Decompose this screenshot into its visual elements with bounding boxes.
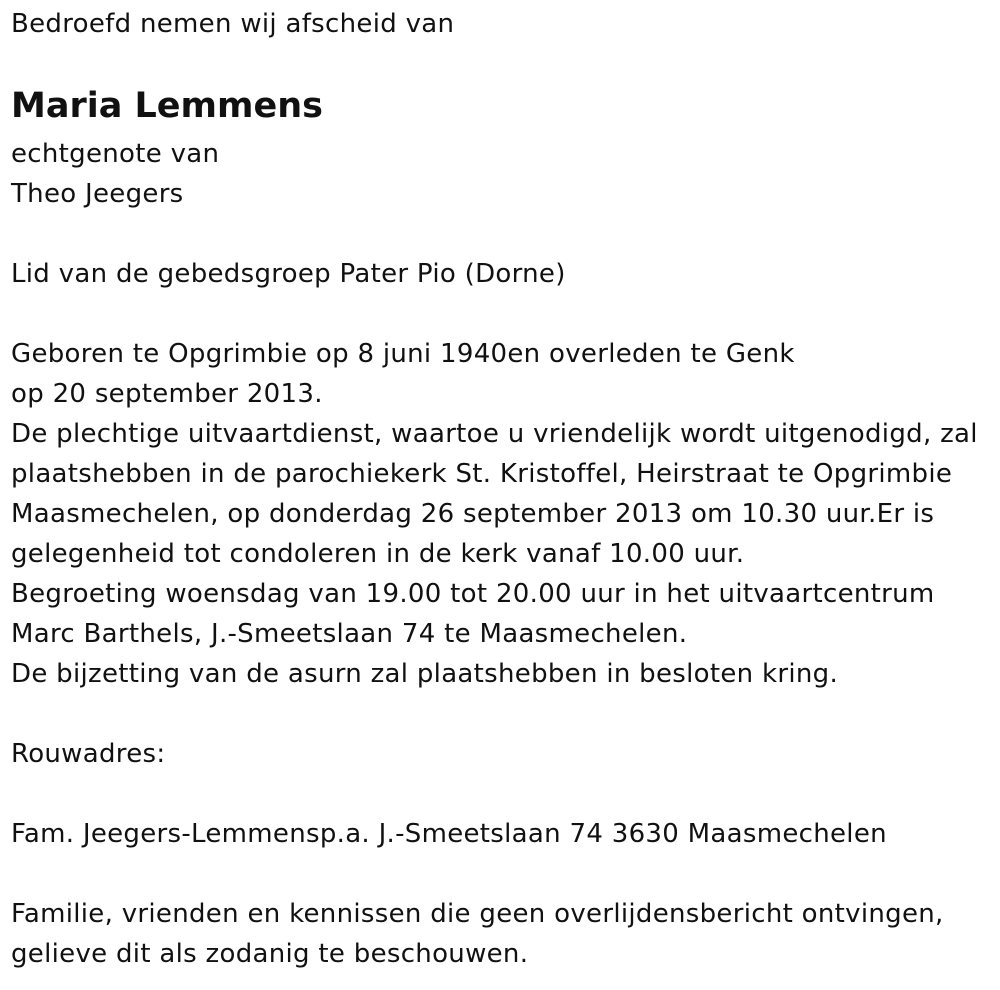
address-label: Rouwadres: <box>11 739 166 769</box>
closing-line: gelieve dit als zodanig te beschouwen. <box>11 939 529 969</box>
relation-text: echtgenote van <box>11 139 220 169</box>
spouse-name: Theo Jeegers <box>11 179 184 209</box>
body-line: Maasmechelen, op donderdag 26 september 2013 om 10.30 uur.Er is <box>11 499 935 529</box>
body-line: De plechtige uitvaartdienst, waartoe u vriendelijk wordt uitgenodigd, zal <box>11 419 978 449</box>
body-line: gelegenheid tot condoleren in de kerk vanaf 10.00 uur. <box>11 539 745 569</box>
body-line: op 20 september 2013. <box>11 379 323 409</box>
body-line: Geboren te Opgrimbie op 8 juni 1940en overleden te Genk <box>11 339 795 369</box>
deceased-name: Maria Lemmens <box>11 86 323 126</box>
body-line: De bijzetting van de asurn zal plaatshebben in besloten kring. <box>11 659 839 689</box>
intro-text: Bedroefd nemen wij afscheid van <box>11 9 455 39</box>
address-text: Fam. Jeegers-Lemmensp.a. J.-Smeetslaan 74 3630 Maasmechelen <box>11 819 887 849</box>
closing-line: Familie, vrienden en kennissen die geen overlijdensbericht ontvingen, <box>11 899 944 929</box>
membership-text: Lid van de gebedsgroep Pater Pio (Dorne) <box>11 259 566 289</box>
body-line: plaatshebben in de parochiekerk St. Kristoffel, Heirstraat te Opgrimbie <box>11 459 953 489</box>
body-line: Marc Barthels, J.-Smeetslaan 74 te Maasmechelen. <box>11 619 688 649</box>
body-line: Begroeting woensdag van 19.00 tot 20.00 uur in het uitvaartcentrum <box>11 579 935 609</box>
